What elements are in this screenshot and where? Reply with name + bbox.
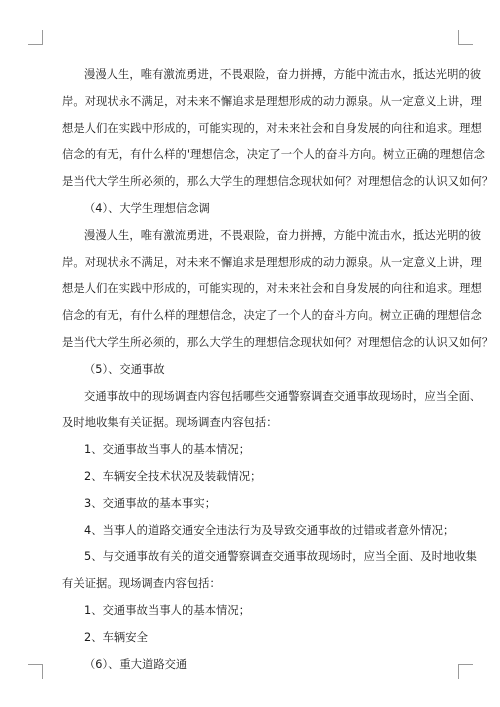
paragraph-line: 交通事故中的现场调查内容包括哪些交通警察调查交通事故现场时，应当全面、 [84,389,482,403]
paragraph-line: 是当代大学生所必须的，那么大学生的理想信念现状如何？对理想信念的认识又如何？ [62,175,494,189]
paragraph-line: 有关证据。现场调查内容包括： [62,577,221,591]
list-item: 4、当事人的道路交通安全违法行为及导致交通事故的过错或者意外情况； [84,523,455,537]
list-item: 2、车辆安全技术状况及装载情况； [84,469,262,483]
paragraph-line: 及时地收集有关证据。现场调查内容包括： [62,416,278,430]
paragraph-line: 是当代大学生所必须的，那么大学生的理想信念现状如何？对理想信念的认识又如何？ [62,335,494,349]
paragraph-line: 想是人们在实践中形成的，可能实现的，对未来社会和自身发展的向往和追求。理想 [62,282,482,296]
paragraph-line: 信念的有无，有什么样的'理想信念，决定了一个人的奋斗方向。树立正确的理想信念 [62,148,485,162]
paragraph-line: 岸。对现状永不满足，对未来不懈追求是理想形成的动力源泉。从一定意义上讲，理 [62,255,482,269]
section-heading-4: （4）、大学生理想信念调 [84,201,210,215]
crop-mark-bottom-right [458,664,473,679]
crop-mark-top-left [28,30,43,45]
paragraph-line: 信念的有无，有什么样的理想信念，决定了一个人的奋斗方向。树立正确的理想信念 [62,309,482,323]
section-heading-6: （6）、重大道路交通 [84,657,188,671]
document-body [62,62,494,678]
crop-mark-top-right [458,30,473,45]
paragraph-line: 漫漫人生，唯有激流勇进，不畏艰险，奋力拼搏，方能中流击水，抵达光明的彼 [84,228,482,242]
paragraph-line: 漫漫人生，唯有激流勇进，不畏艰险，奋力拼搏，方能中流击水，抵达光明的彼 [84,68,482,81]
section-heading-5: （5）、交通事故 [84,362,165,376]
list-item: 3、交通事故的基本事实； [84,496,217,510]
crop-mark-bottom-left [28,664,43,679]
list-item: 5、与交通事故有关的道交通警察调查交通事故现场时，应当全面、及时地收集 [84,550,478,564]
list-item: 1、交通事故当事人的基本情况； [84,603,251,617]
paragraph-line: 想是人们在实践中形成的，可能实现的，对未来社会和自身发展的向往和追求。理想 [62,121,482,135]
paragraph-line: 岸。对现状永不满足，对未来不懈追求是理想形成的动力源泉。从一定意义上讲，理 [62,94,482,108]
list-item: 1、交通事故当事人的基本情况； [84,443,251,457]
list-item: 2、车辆安全 [84,630,148,644]
